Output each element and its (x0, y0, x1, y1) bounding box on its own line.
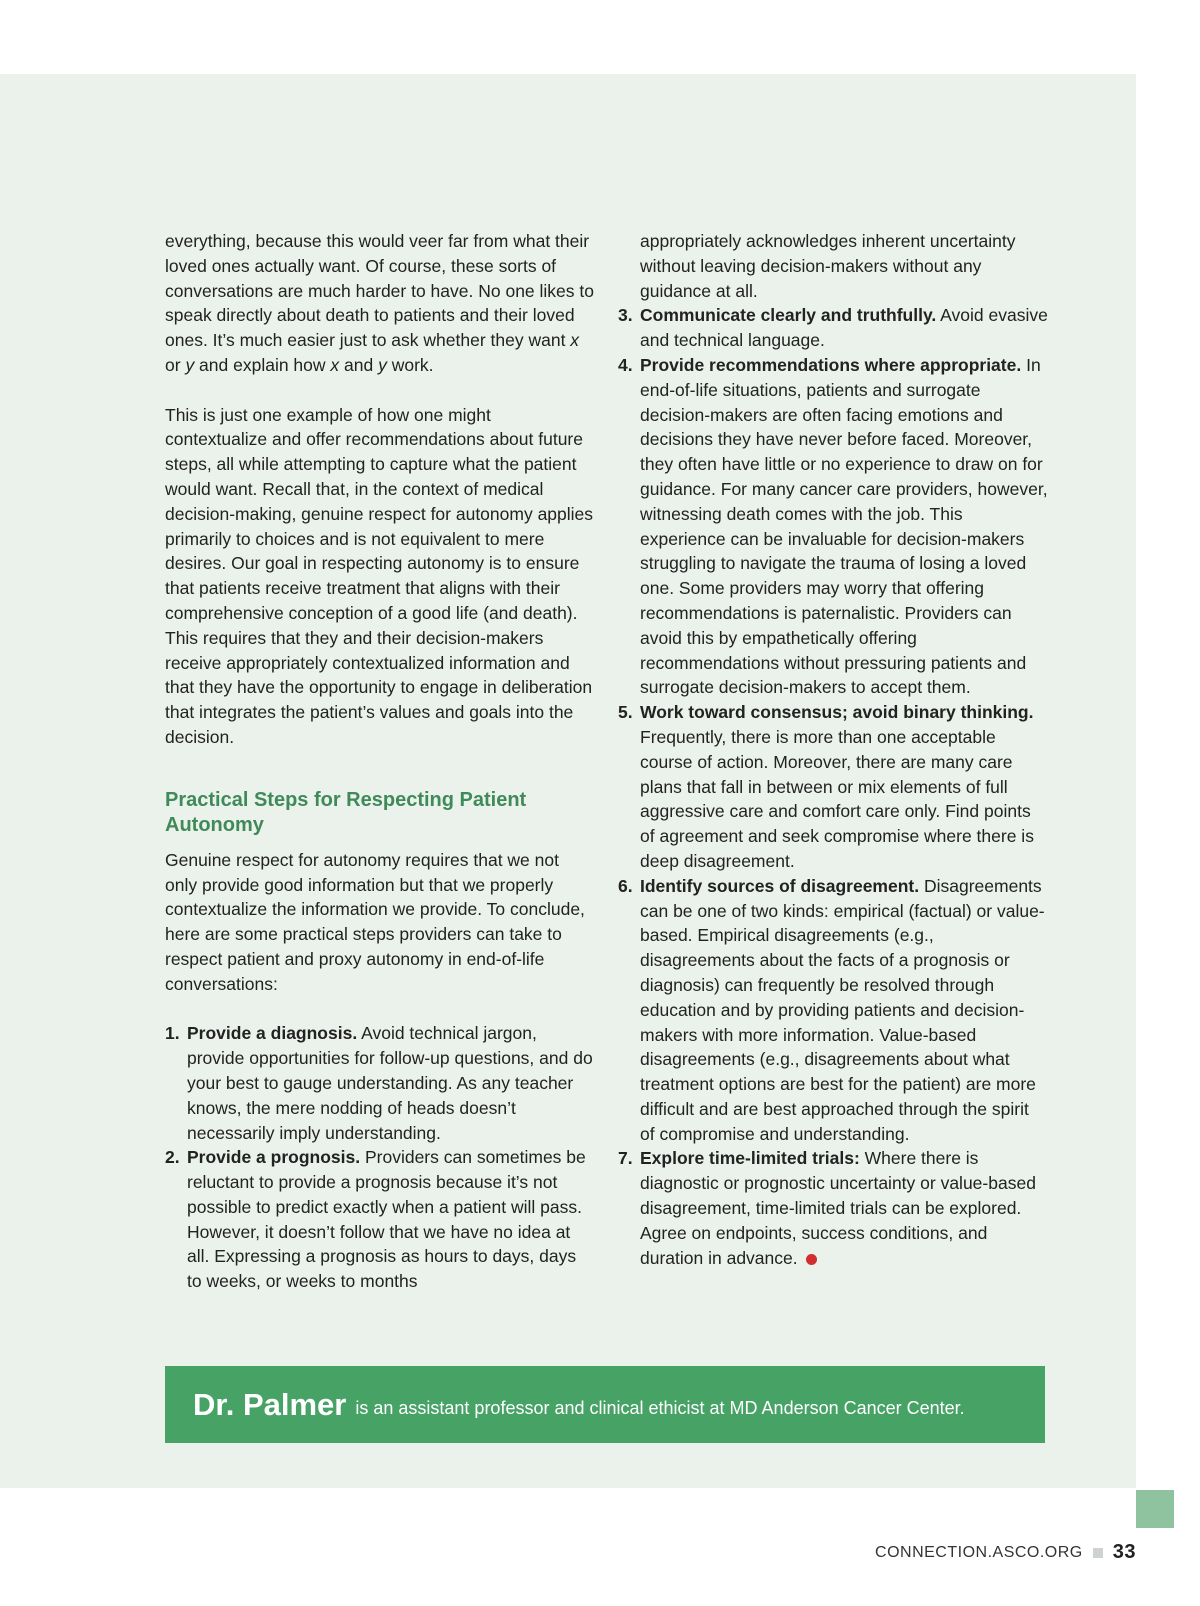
paragraph-1: everything, because this would veer far from what their loved ones actually want. Of course, these sorts of conversations are much harder to have. No one likes to speak directly about death to patients and their loved ones. It’s much easier just to ask whether they want x or y and explain how x and y work. (165, 231, 594, 375)
list-item: 6. Identify sources of disagreement. Disagreements can be one of two kinds: empirical (factual) or value-based. Empirical disagreements (e.g., disagreements about the facts of a prognosis or diagnosis) can frequently be resolved through education and by providing patients and decision-makers with more information. Value-based disagreements (e.g., disagreements about what treatment options are best for the patient) are more difficult and are best approached through the spirit of compromise and understanding. (618, 875, 1045, 1144)
end-mark-icon (806, 1254, 817, 1265)
author-description: is an assistant professor and clinical ethicist at MD Anderson Cancer Center. (355, 1398, 965, 1418)
right-column (618, 229, 1048, 1270)
list-item-continuation: appropriately acknowledges inherent uncertainty without leaving decision-makers without any guidance at all. (640, 231, 1016, 301)
list-item: 7. Explore time-limited trials: Where there is diagnostic or prognostic uncertainty or value-based disagreement, time-limited trials can be explored. Agree on endpoints, success conditions, and duration in advance. (618, 1148, 1036, 1268)
left-column (165, 229, 595, 1294)
page-footer (875, 1541, 1136, 1564)
list-item: 1. Provide a diagnosis. Avoid technical jargon, provide opportunities for follow-up questions, and do your best to gauge understanding. As any teacher knows, the mere nodding of heads doesn’t necessarily imply understanding. (165, 1023, 593, 1143)
steps-list-left (165, 1021, 595, 1294)
list-item: 2. Provide a prognosis. Providers can sometimes be reluctant to provide a prognosis because it’s not possible to predict exactly when a patient will pass. However, it doesn’t follow that we have no idea at all. Expressing a prognosis as hours to days, days to weeks, or weeks to months (165, 1147, 586, 1292)
paragraph-3: Genuine respect for autonomy requires that we not only provide good information but that we properly contextualize the information we provide. To conclude, here are some practical steps providers can take to respect patient and proxy autonomy in end-of-life conversations: (165, 849, 585, 994)
list-item: 3. Communicate clearly and truthfully. Avoid evasive and technical language. (618, 305, 1048, 351)
list-item: 4. Provide recommendations where appropriate. In end-of-life situations, patients and surrogate decision-makers are often facing emotions and decisions they have never before faced. Moreover, they often have little or no experience to draw on for guidance. For many cancer care providers, however, witnessing death comes with the job. This experience can be invaluable for decision-makers struggling to navigate the trauma of losing a loved one. Some providers may worry that offering recommendations is paternalistic. Providers can avoid this by empathetically offering recommendations without pressuring patients and surrogate decision-makers to accept them. (618, 354, 1048, 698)
list-item: 5. Work toward consensus; avoid binary thinking. Frequently, there is more than one acceptable course of action. Moreover, there are many care plans that fall in between or mix elements of full aggressive care and comfort care only. Find points of agreement and seek compromise where there is deep disagreement. (618, 702, 1034, 871)
author-bio-box (165, 1366, 1045, 1443)
page-number: 33 (1112, 1541, 1136, 1563)
footer-site: CONNECTION.ASCO.ORG (875, 1543, 1083, 1561)
separator-square-icon (1093, 1548, 1103, 1558)
author-name: Dr. Palmer (193, 1386, 347, 1422)
steps-list-right (618, 303, 1048, 1270)
paragraph-2: This is just one example of how one might contextualize and offer recommendations about future steps, all while attempting to capture what the patient would want. Recall that, in the context of medical decision-making, genuine respect for autonomy applies primarily to choices and is not equivalent to mere desires. Our goal in respecting autonomy is to ensure that patients receive treatment that aligns with their comprehensive conception of a good life (and death). This requires that they and their decision-makers receive appropriately contextualized information and that they have the opportunity to engage in deliberation that integrates the patient’s values and goals into the decision. (165, 404, 594, 747)
corner-tab (1136, 1490, 1174, 1528)
section-heading: Practical Steps for Respecting Patient Autonomy (165, 788, 527, 836)
